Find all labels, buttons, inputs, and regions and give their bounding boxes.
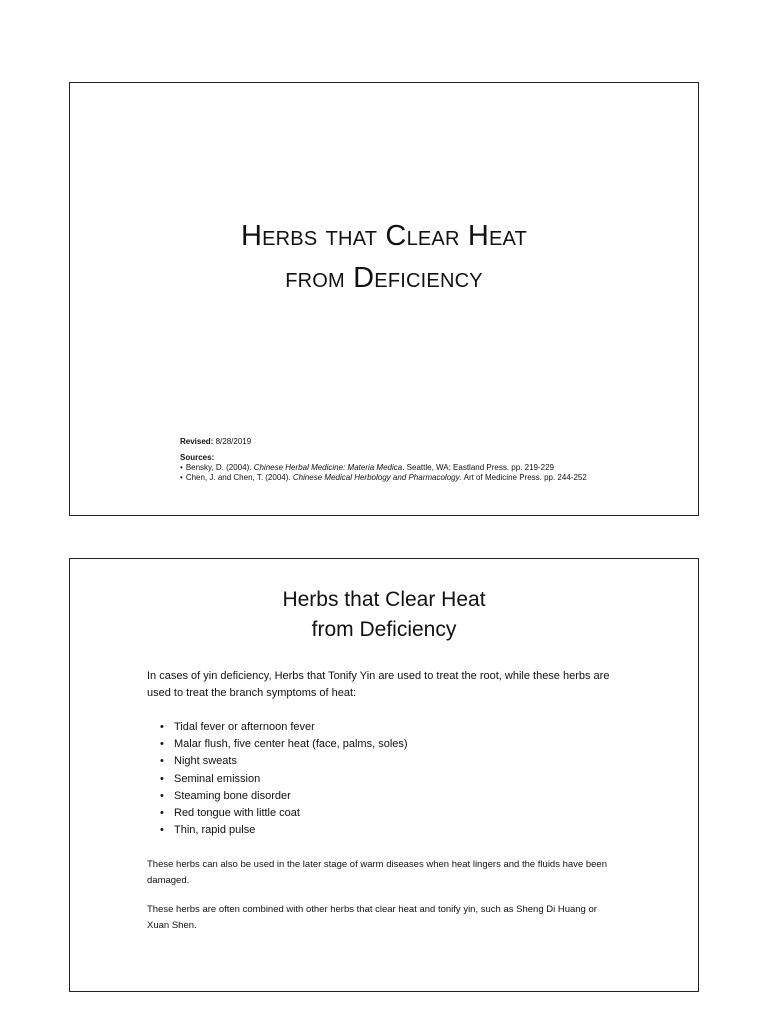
symptom-item: • Steaming bone disorder <box>147 788 408 805</box>
revised-info <box>180 437 587 447</box>
source-item <box>180 463 587 473</box>
source-prefix: Bensky, D. (2004). <box>185 463 254 472</box>
slide1-meta <box>180 437 587 483</box>
symptom-item: • Red tongue with little coat <box>147 805 408 822</box>
source-suffix: . Seattle, WA: Eastland Press. pp. 219-229 <box>402 463 555 472</box>
slide-content <box>69 558 699 992</box>
slide1-title-line1: Herbs that Clear Heat <box>240 220 528 252</box>
source-title: Chinese Herbal Medicine: Materia Medica <box>253 463 403 472</box>
revised-date: 8/28/2019 <box>215 437 252 446</box>
sources-label: Sources: <box>180 453 215 462</box>
source-item <box>180 473 587 483</box>
source-prefix: Chen, J. and Chen, T. (2004). <box>185 473 293 482</box>
source-title: Chinese Medical Herbology and Pharmacology <box>292 473 460 482</box>
source-suffix: . Art of Medicine Press. pp. 244-252 <box>459 473 587 482</box>
revised-label: Revised: <box>180 437 214 446</box>
slide2-title-line1: Herbs that Clear Heat <box>282 588 486 611</box>
symptoms-list <box>147 719 408 839</box>
intro-paragraph: In cases of yin deficiency, Herbs that Tonify Yin are used to treat the root, while these herbs are used to treat the branch symptoms of heat: <box>147 670 610 699</box>
slide1-title <box>70 215 698 299</box>
slide1-title-line2: from Deficiency <box>285 262 483 294</box>
sources-list <box>180 463 587 483</box>
symptom-item: • Malar flush, five center heat (face, palms, soles) <box>147 736 408 753</box>
symptom-item: • Seminal emission <box>147 771 408 788</box>
slide2-title-line2: from Deficiency <box>311 618 457 641</box>
slide2-title <box>70 585 698 645</box>
warm-disease-paragraph: These herbs can also be used in the later stage of warm diseases when heat lingers and the fluids have been damaged. <box>147 859 607 886</box>
symptom-item: • Night sweats <box>147 753 408 770</box>
slide-title <box>69 82 699 516</box>
symptom-item: • Tidal fever or afternoon fever <box>147 719 408 736</box>
combination-paragraph: These herbs are often combined with other herbs that clear heat and tonify yin, such as Sheng Di Huang or Xuan Shen. <box>147 904 597 931</box>
symptom-item: • Thin, rapid pulse <box>147 822 408 839</box>
